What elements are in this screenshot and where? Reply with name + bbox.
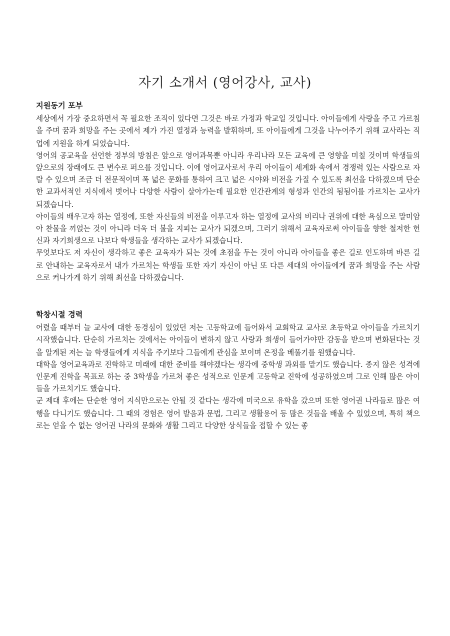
section-heading: 학창시절 경력 bbox=[36, 310, 83, 320]
paragraph: 무엇보다도 저 자신이 생각하고 좋은 교육자가 되는 것에 초점을 두는 것이 아니라 아이들을 좋은 길로 인도하며 바른 길로 안내하는 교육자로서 내가 가르치는 학생들 또한 자기 자신이 아닌 또 다른 세대의 아이들에게 꿈과 희망을 주는 사람으로 커나가게 하기 위해 최선을 다하겠습니다. bbox=[36, 248, 420, 282]
paragraph: 영어의 공교육을 선언한 정부의 방침은 앞으로 영어과목뿐 아니라 우리나라 모든 교육에 큰 영향을 미칠 것이며 학생들의 앞으로의 장래에도 큰 변수로 퍼으를 것입니다. 이에 영어교사로서 우리 아이들이 세계화 속에서 경쟁력 있는 사람으로 자랄 수 있으며 조금 더 전문적이며 폭 넓은 문화를 통하여 크고 넓은 시야와 비전을 가질 수 있도록 최선을 다하겠으며 단순한 교과서적인 지식에서 벗어나 다양한 사람이 살아가는데 필요한 인간관계의 형성과 인간의 됨됨이를 가르치는 교사가 되겠습니다. bbox=[36, 150, 420, 209]
paragraph: 군 제대 후에는 단순한 영어 지식만으로는 안될 것 같다는 생각에 미국으로 유학을 갔으며 또한 영어권 나라들로 많은 여행을 다니기도 했습니다. 그 때의 경험은 영어 발음과 문법, 그리고 생활용어 등 많은 것들을 배울 수 있었으며, 특히 책으로는 얻을 수 없는 영어권 나라의 문화와 생활 그리고 다양한 상식들을 접할 수 있는 좋 bbox=[36, 396, 420, 430]
paragraph: 어렸을 때부터 늘 교사에 대한 동경심이 있었던 저는 고등학교에 들어와서 교회학교 교사로 초등학교 아이들을 가르치기 시작했습니다. 단순히 가르치는 것에서는 아이들이 변하지 않고 사랑과 희생이 들어가야만 감동을 받으며 변화된다는 것을 알게된 저는 늘 학생들에게 지식을 주기보다 그들에게 관심을 보이며 온정을 베풀기를 원했습니다. bbox=[36, 323, 420, 357]
section-school-career bbox=[36, 309, 420, 432]
document-title: 자기 소개서 (영어강사, 교사) bbox=[138, 76, 312, 91]
paragraph: 대학을 영어교육과로 진학하고 미래에 대한 준비를 해야겠다는 생각에 중학생 과외를 맡기도 했습니다. 종지 않은 성격에 인문계 진학을 목표로 하는 중 3학생을 가르쳐 좋은 성적으로 인문계 고등학교 진학에 성공하였으며 그로 인해 많은 아이들을 가르치기도 했습니다. bbox=[36, 359, 420, 394]
paragraph: 세상에서 가장 중요하면서 꼭 필요한 조직이 있다면 그것은 바로 가정과 학교일 것입니다. 아이들에게 사랑을 주고 가르침을 주며 꿈과 희망을 주는 곳에서 제가 가진 열정과 능력을 발휘하며, 또 아이들에게 그것을 나누어주기 위해 교사라는 직업에 지원을 하게 되었습니다. bbox=[36, 114, 420, 148]
section-heading: 지원동기 포부 bbox=[36, 101, 83, 110]
document-body bbox=[36, 100, 420, 432]
paragraph: 아이들의 배우고자 하는 열정에, 또한 자신들의 비전을 이루고자 하는 열정에 교사의 비리나 권위에 대한 욕심으로 말미암아 찬물을 끼얹는 것이 아니라 더욱 더 불을 지피는 교사가 되겠으며, 그러기 위해서 교육자로써 아이들을 향한 철저한 헌신과 자기희생으로 나보다 학생들을 생각하는 교사가 되겠습니다. bbox=[36, 211, 420, 246]
section-motivation bbox=[36, 100, 420, 284]
section-spacer bbox=[36, 284, 420, 309]
